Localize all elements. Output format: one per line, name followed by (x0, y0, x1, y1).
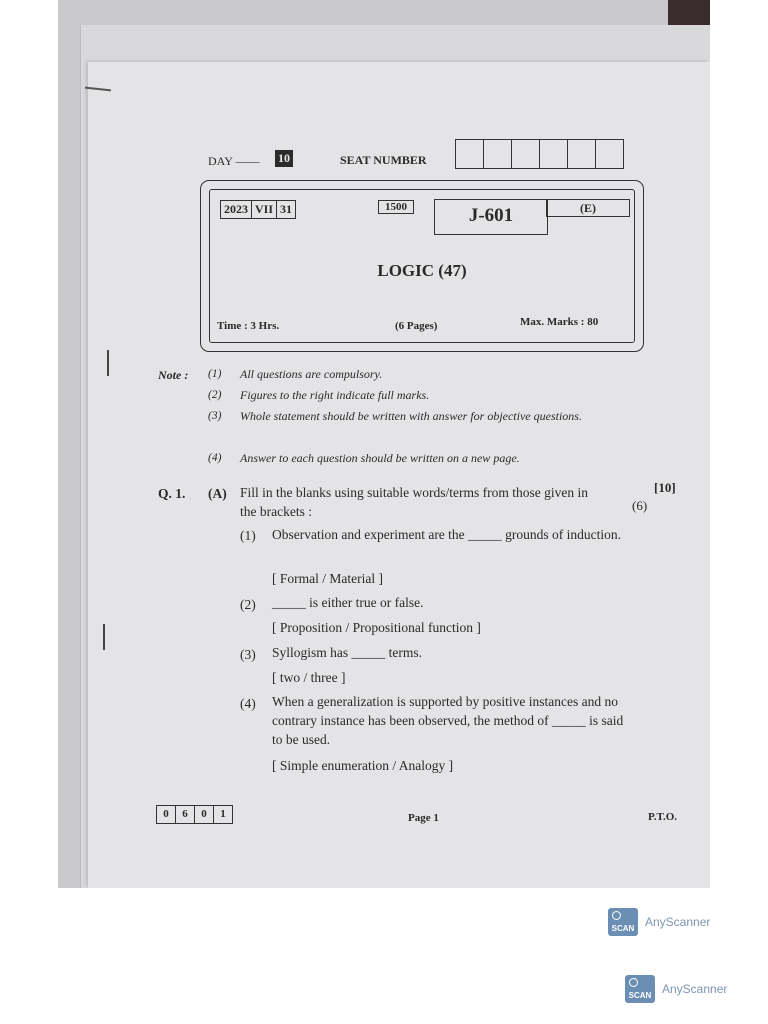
note-text: Whole statement should be written with answer for objective questions. (240, 409, 582, 423)
day-number: 10 (275, 150, 293, 167)
code-cell: 6 (176, 806, 195, 823)
note-text: Answer to each question should be written on a new page. (240, 451, 520, 465)
day-label: DAY —— (208, 154, 260, 168)
batch-number: 1500 (378, 200, 414, 214)
background-edge (668, 0, 710, 28)
watermark-label: AnyScanner (645, 915, 711, 929)
question-instruction: Fill in the blanks using suitable words/terms from those given in the brackets : (240, 485, 588, 519)
note-label: Note : (158, 368, 189, 382)
scan-app-icon: SCAN (625, 975, 655, 1003)
page-number: Page 1 (408, 812, 439, 824)
margin-tick (107, 350, 109, 376)
blank-item-number: (2) (240, 597, 256, 612)
paper-code: J-601 (434, 199, 548, 235)
question-part: (A) (208, 486, 227, 501)
seat-number-boxes[interactable] (455, 139, 624, 169)
blank-item-text: When a generalization is supported by positive instances and no contrary instance has been observed, the method of _____ is said to be used. (272, 694, 624, 747)
scanner-watermark (608, 908, 710, 936)
code-cell: 31 (280, 202, 293, 216)
paper-header-inner (209, 189, 635, 343)
blank-item-options: [ Formal / Material ] (272, 571, 383, 586)
note-number: (2) (208, 389, 222, 401)
scanned-photo (58, 0, 710, 888)
exam-time: Time : 3 Hrs. (217, 320, 280, 332)
code-cell: 0 (195, 806, 214, 823)
code-cell: 0 (157, 806, 176, 823)
max-marks: Max. Marks : 80 (520, 316, 599, 328)
exam-code-cells (220, 200, 296, 219)
note-text: All questions are compulsory. (240, 367, 383, 381)
please-turn-over: P.T.O. (648, 811, 678, 823)
part-marks: (6) (632, 498, 648, 513)
paper-header-box (200, 180, 644, 352)
exam-paper (88, 62, 710, 888)
seat-number-label: SEAT NUMBER (340, 153, 427, 167)
footer-code-cells (156, 805, 233, 824)
blank-item-number: (3) (240, 647, 256, 662)
subject-title: LOGIC (47) (377, 261, 467, 280)
scan-app-icon: SCAN (608, 908, 638, 936)
blank-item-text: _____ is either true or false. (272, 595, 424, 610)
blank-item-options: [ two / three ] (272, 670, 346, 685)
blank-item-options: [ Proposition / Propositional function ] (272, 620, 481, 635)
blank-item-number: (1) (240, 528, 256, 543)
scanner-watermark (625, 975, 727, 1003)
watermark-label: AnyScanner (662, 982, 728, 996)
note-text: Figures to the right indicate full marks. (240, 388, 430, 402)
question-total-marks: [10] (654, 480, 676, 495)
note-number: (4) (208, 452, 222, 464)
code-cell: VII (252, 201, 277, 218)
blank-item-text: Observation and experiment are the _____ grounds of induction. (272, 527, 622, 542)
blank-item-text: Syllogism has _____ terms. (272, 645, 423, 660)
code-cell: 1 (220, 808, 226, 820)
medium-label: (E) (546, 199, 630, 217)
blank-item-options: [ Simple enumeration / Analogy ] (272, 758, 454, 773)
blank-item-number: (4) (240, 696, 256, 711)
margin-tick (103, 624, 105, 650)
question-number: Q. 1. (158, 486, 186, 501)
code-cell: 2023 (221, 201, 252, 218)
pen-mark (85, 87, 111, 92)
note-number: (3) (208, 410, 222, 422)
note-number: (1) (208, 368, 222, 380)
page-count: (6 Pages) (395, 320, 438, 332)
